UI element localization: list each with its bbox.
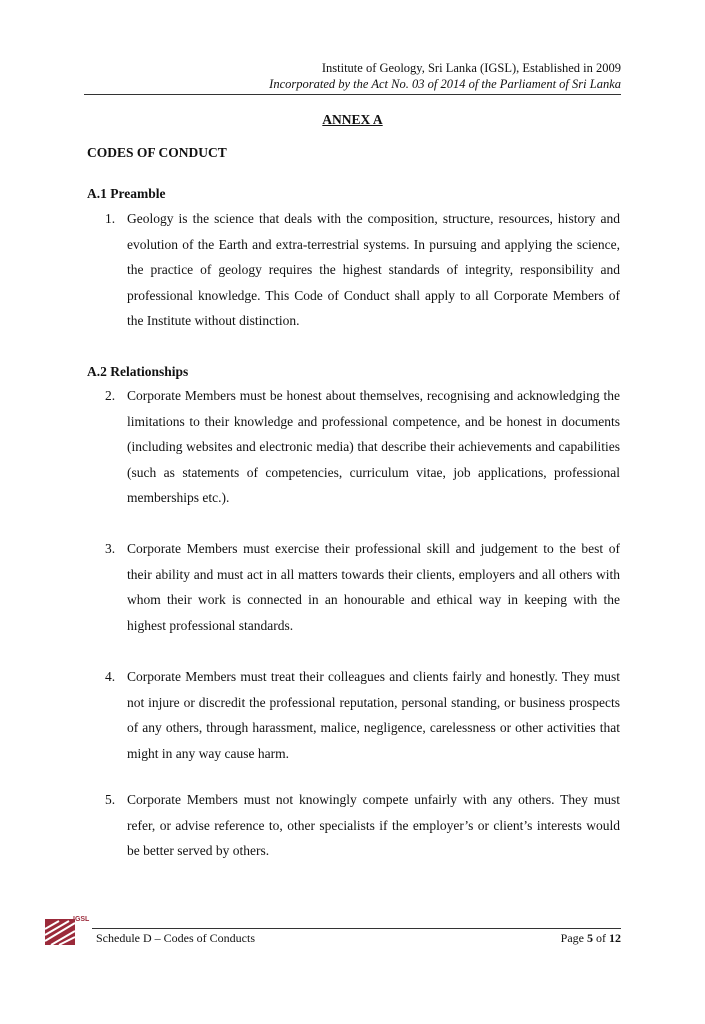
item-number: 1. <box>105 211 116 226</box>
header-institute-name: Institute of Geology, Sri Lanka (IGSL), Established in 2009 <box>321 61 621 75</box>
footer-divider <box>92 928 621 929</box>
page-prefix: Page <box>560 931 584 945</box>
page-current: 5 <box>587 931 593 945</box>
footer-page-number <box>561 931 621 946</box>
item-text: Corporate Members must exercise their professional skill and judgement to the best of their ability and must act in all matters towards their clients, employers and all others with whom their work is connected in an honourable and ethical way in keeping with the highest professional standards. <box>127 541 620 633</box>
header-incorporation: Incorporated by the Act No. 03 of 2014 of the Parliament of Sri Lanka <box>269 77 621 91</box>
header-divider <box>84 94 621 95</box>
item-text: Corporate Members must not knowingly compete unfairly with any others. They must refer, or advise reference to, other specialists if the employer’s or client’s interests would be better served by others. <box>127 792 620 858</box>
annex-title: ANNEX A <box>322 112 383 127</box>
page-total: 12 <box>609 931 621 945</box>
item-number: 4. <box>105 669 116 684</box>
item-text: Corporate Members must treat their colleagues and clients fairly and honestly. They must not injure or discredit the professional reputation, personal standing, or business prospects of any others, through harassment, malice, negligence, carelessness or other activities that might in any way cause harm. <box>127 669 620 761</box>
igsl-logo <box>43 913 91 947</box>
item-number: 2. <box>105 388 116 403</box>
item-number: 3. <box>105 541 116 556</box>
logo-lettering: IGSL <box>73 916 90 923</box>
section-heading-preamble: A.1 Preamble <box>87 186 166 201</box>
page-of: of <box>596 931 606 945</box>
item-number: 5. <box>105 792 116 807</box>
item-text: Geology is the science that deals with the composition, structure, resources, history and evolution of the Earth and extra-terrestrial systems. In pursuing and applying the science, the practice of geology requires the highest standards of integrity, responsibility and professional knowledge. This Code of Conduct shall apply to all Corporate Members of the Institute without distinction. <box>127 211 620 328</box>
document-title: CODES OF CONDUCT <box>87 145 227 160</box>
section-heading-relationships: A.2 Relationships <box>87 364 189 379</box>
footer-schedule-label: Schedule D – Codes of Conducts <box>96 931 255 945</box>
item-text: Corporate Members must be honest about themselves, recognising and acknowledging the limitations to their knowledge and professional competence, and be honest in documents (including websites and electronic media) that describe their achievements and capabilities (such as statements of competencies, curriculum vitae, job applications, professional memberships etc.). <box>127 388 620 505</box>
